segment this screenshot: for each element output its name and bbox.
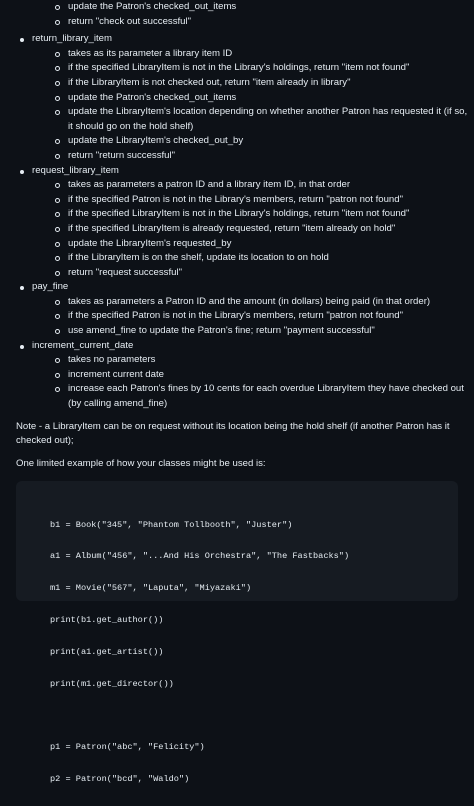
example-intro: One limited example of how your classes might be used is: [16, 457, 266, 469]
list-item: if the specified LibraryItem is already requested, return "item already on hold" [50, 222, 474, 237]
code-line: print(b1.get_author()) [50, 614, 164, 625]
list-item: return "check out successful" [50, 15, 474, 30]
list-item: if the LibraryItem is not checked out, return "item already in library" [50, 76, 474, 91]
method-list [0, 32, 474, 411]
list-item: if the specified Patron is not in the Library's members, return "patron not found" [50, 193, 474, 208]
list-item: update the Patron's checked_out_items [50, 91, 474, 106]
method-name: pay_fine [32, 281, 69, 293]
list-item: if the specified LibraryItem is not in the Library's holdings, return "item not found" [50, 61, 474, 76]
list-item: if the LibraryItem is on the shelf, update its location to on hold [50, 251, 474, 266]
method-sublist [32, 47, 474, 164]
list-item: use amend_fine to update the Patron's fine; return "payment successful" [50, 324, 474, 339]
note-paragraph: Note - a LibraryItem can be on request without its location being the hold shelf (if another Patron has it checked out); [16, 420, 450, 447]
method-name: return_library_item [32, 33, 112, 45]
list-item: return "return successful" [50, 149, 474, 164]
method-name: increment_current_date [32, 339, 134, 351]
code-line: print(m1.get_director()) [50, 678, 174, 689]
method-name: request_library_item [32, 164, 119, 176]
method-sublist [32, 353, 474, 411]
method-sublist [32, 295, 474, 339]
method-sublist [32, 178, 474, 280]
code-line: p2 = Patron("bcd", "Waldo") [50, 773, 190, 784]
code-line: print(a1.get_artist()) [50, 646, 164, 657]
list-item: increment current date [50, 368, 474, 383]
list-item: update the Patron's checked_out_items [50, 0, 474, 15]
top-sublist [0, 0, 474, 29]
method-pay-fine [0, 280, 474, 338]
list-item: update the LibraryItem's requested_by [50, 237, 474, 252]
method-return-library-item [0, 32, 474, 163]
list-item: takes as parameters a patron ID and a library item ID, in that order [50, 178, 474, 193]
list-item: takes as its parameter a library item ID [50, 47, 474, 62]
list-item: takes no parameters [50, 353, 474, 368]
list-item: if the specified Patron is not in the Library's members, return "patron not found" [50, 309, 474, 324]
code-block [16, 481, 458, 784]
method-increment-current-date [0, 339, 474, 412]
code-line-blank [50, 710, 442, 721]
list-item: update the LibraryItem's location depending on whether another Patron has requested it (if so, it should go on the hold shelf) [50, 105, 474, 134]
list-item: return "request successful" [50, 266, 474, 281]
method-request-library-item [0, 164, 474, 281]
list-item: update the LibraryItem's checked_out_by [50, 134, 474, 149]
list-item: increase each Patron's fines by 10 cents for each overdue LibraryItem they have checked out (by calling amend_fine) [50, 382, 474, 411]
code-line: m1 = Movie("567", "Laputa", "Miyazaki") [50, 583, 252, 594]
code-line: a1 = Album("456", "...And His Orchestra", "The Fastbacks") [50, 551, 350, 562]
code-line: b1 = Book("345", "Phantom Tollbooth", "Juster") [50, 519, 293, 530]
list-item: takes as parameters a Patron ID and the amount (in dollars) being paid (in that order) [50, 295, 474, 310]
code-line: p1 = Patron("abc", "Felicity") [50, 742, 205, 753]
list-item: if the specified LibraryItem is not in the Library's holdings, return "item not found" [50, 207, 474, 222]
